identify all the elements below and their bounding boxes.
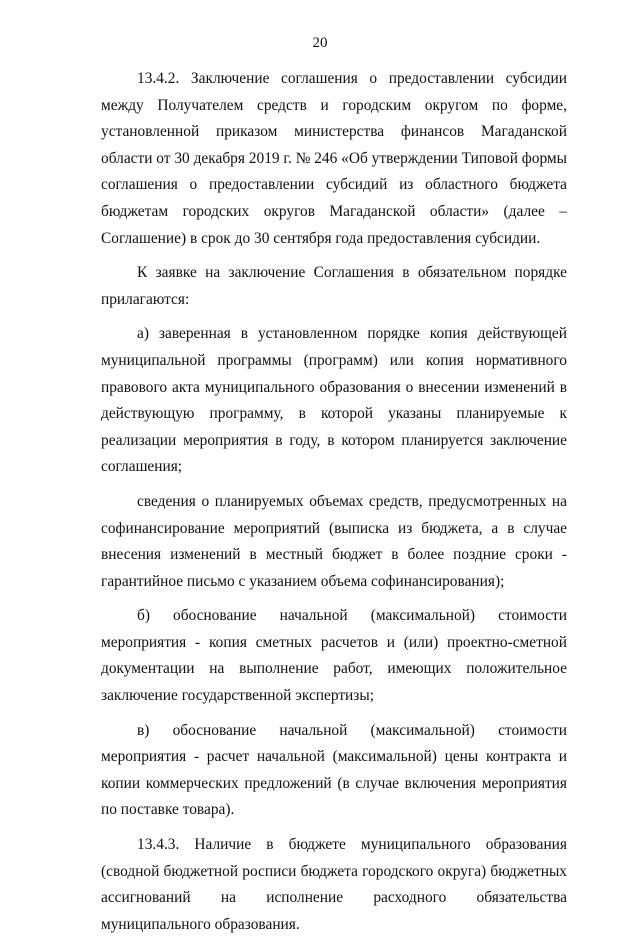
- paragraph-13-4-3: 13.4.3. Наличие в бюджете муниципального образования (сводной бюджетной росписи бюджета городского округа) бюджетных ассигнований на исполнение расходного обязательства муниципального образования.: [101, 836, 567, 933]
- paragraph-13-4-2: 13.4.2. Заключение соглашения о предоставлении субсидии между Получателем средств и городским округом по форме, установленной приказом министерства финансов Магаданской области от 30 декабря 2019 г. № 246 «Об утверждении Типовой формы соглашения о предоставлении субсидий из областного бюджета бюджетам городских округов Магаданской области» (далее – Соглашение) в срок до 30 сентября года предоставления субсидии.: [101, 70, 567, 247]
- paragraph-item-a: а) заверенная в установленном порядке копия действующей муниципальной программы (программ) или копия нормативного правового акта муниципального образования о внесении изменений в действующую программу, в которой указаны планируемые к реализации мероприятия в году, в котором планируется заключение соглашения;: [101, 325, 567, 476]
- paragraph-application-intro: К заявке на заключение Соглашения в обязательном порядке прилагаются:: [101, 264, 567, 308]
- paragraph-funding-info: сведения о планируемых объемах средств, предусмотренных на софинансирование мероприятий (выписка из бюджета, а в случае внесения изменений в местный бюджет в более поздние сроки - гарантийное письмо с указанием объема софинансирования);: [101, 492, 567, 590]
- paragraph-item-b: б) обоснование начальной (максимальной) стоимости мероприятия - копия сметных расчетов и (или) проектно-сметной документации на выполнение работ, имеющих положительное заключение государственной экспертизы;: [101, 607, 567, 705]
- page-number: 20: [312, 35, 328, 51]
- paragraph-item-v: в) обоснование начальной (максимальной) стоимости мероприятия - расчет начальной (максимальной) цены контракта и копии коммерческих предложений (в случае включения мероприятия по поставке товара).: [101, 721, 567, 819]
- document-body: [101, 66, 567, 938]
